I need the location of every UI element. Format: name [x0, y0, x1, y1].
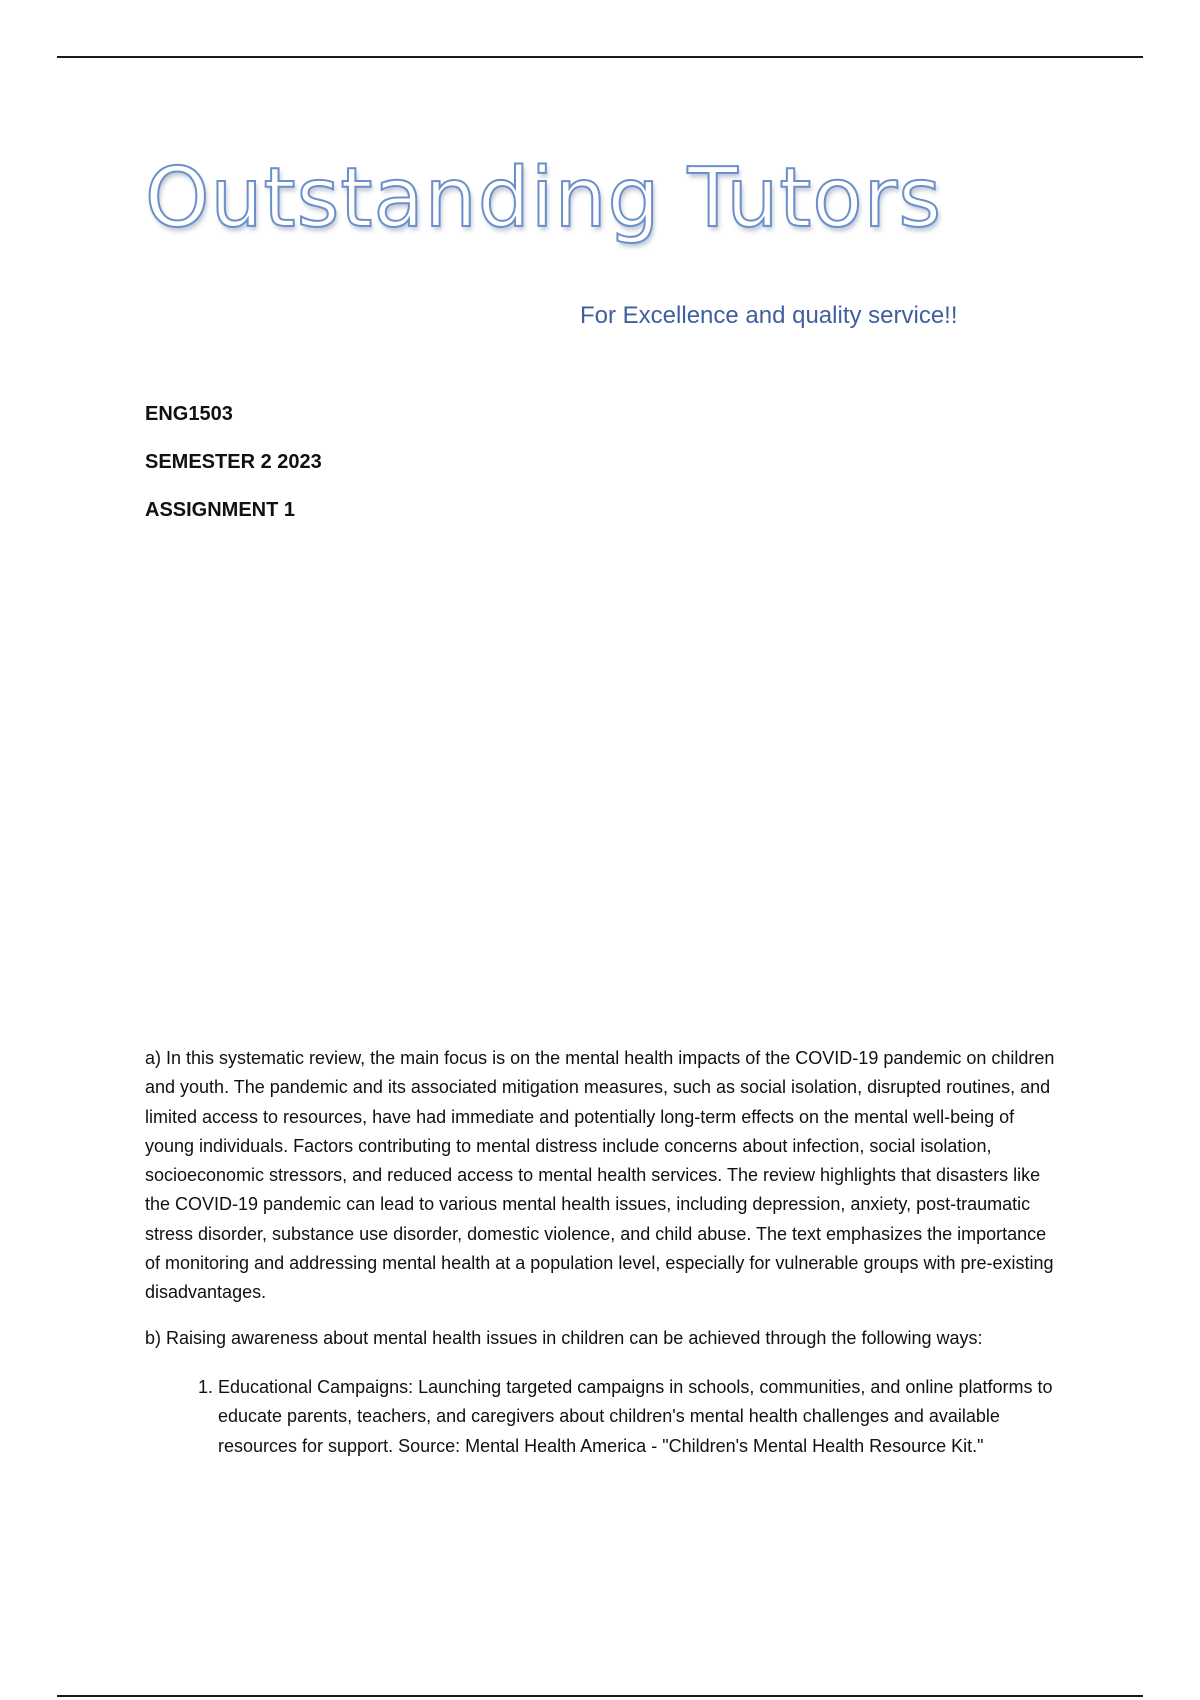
paragraph-a: a) In this systematic review, the main focus is on the mental health impacts of the COVID-19 pandemic on children and youth. The pandemic and its associated mitigation measures, such as social isolation, disrupted routines, and limited access to resources, have had immediate and potentially long-term effects on the mental well-being of young individuals. Factors contributing to mental distress include concerns about infection, social isolation, socioeconomic stressors, and reduced access to mental health services. The review highlights that disasters like the COVID-19 pandemic can lead to various mental health issues, including depression, anxiety, post-traumatic stress disorder, substance use disorder, domestic violence, and child abuse. The text emphasizes the importance of monitoring and addressing mental health at a population level, especially for vulnerable groups with pre-existing disadvantages. — [145, 1048, 1055, 1303]
tagline: For Excellence and quality service!! — [580, 302, 958, 329]
top-rule — [57, 56, 1143, 58]
assignment-meta — [145, 402, 322, 546]
awareness-list — [145, 1373, 1055, 1461]
logo-wordart: Outstanding Tutors — [145, 151, 943, 246]
paragraph-b: b) Raising awareness about mental health issues in children can be achieved through the following ways: — [145, 1327, 983, 1348]
semester: SEMESTER 2 2023 — [145, 451, 322, 473]
list-item: 1. Educational Campaigns: Launching targeted campaigns in schools, communities, and online platforms to educate parents, teachers, and caregivers about children's mental health challenges and available resources for support. Source: Mental Health America - "Children's Mental Health Resource Kit." — [218, 1373, 1055, 1461]
course-code: ENG1503 — [145, 403, 233, 425]
bottom-rule — [57, 1695, 1143, 1697]
document-body — [145, 1044, 1055, 1461]
assignment-number: ASSIGNMENT 1 — [145, 499, 296, 521]
